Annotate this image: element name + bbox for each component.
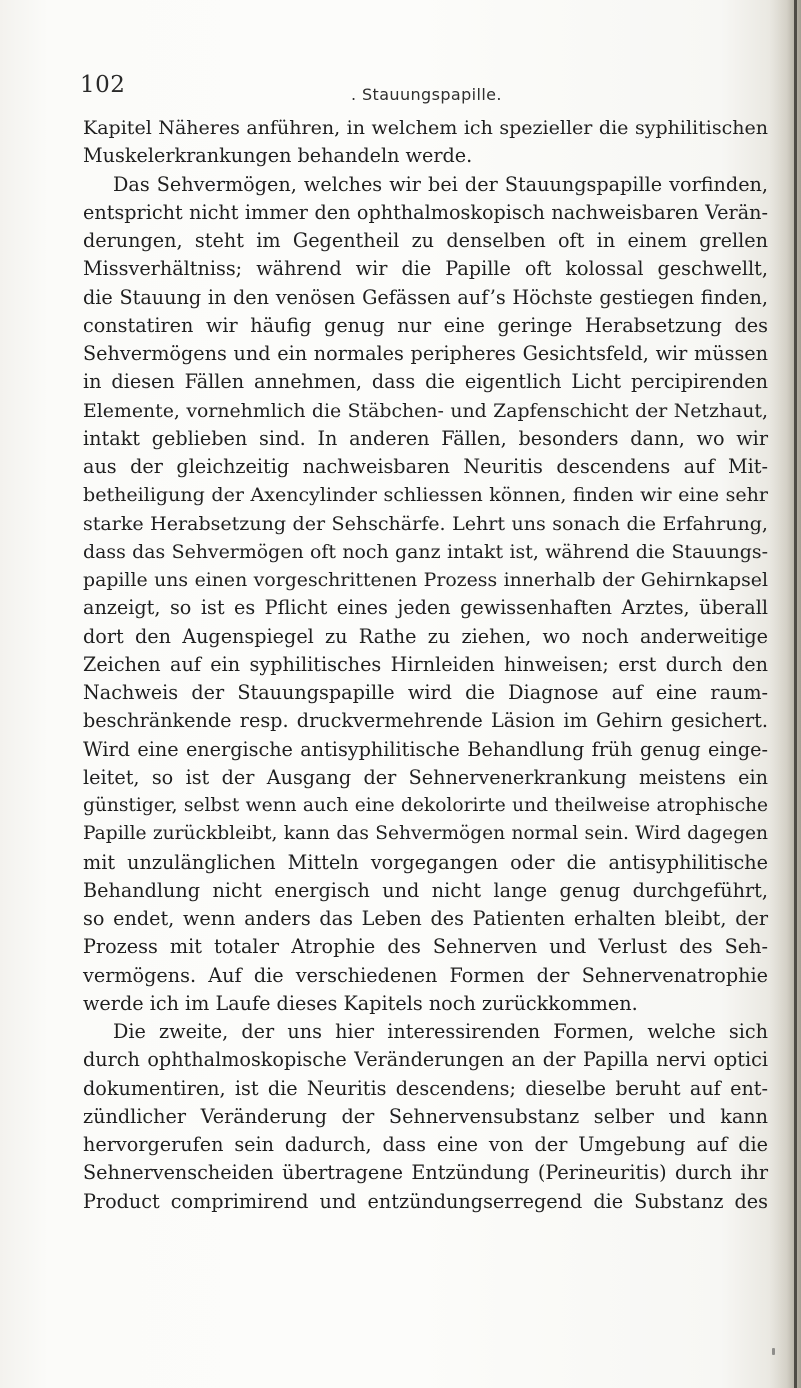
text-line: constatiren wir häufig genug nur eine geringe Herabsetzung des xyxy=(83,313,768,337)
text-line: Nachweis der Stauungspapille wird die Diagnose auf eine raum- xyxy=(83,681,768,704)
text-line: anzeigt, so ist es Pflicht eines jeden gewissenhaften Arztes, überall xyxy=(83,596,768,620)
text-line: entspricht nicht immer den ophthalmoskopisch nachweisbaren Verän- xyxy=(83,200,768,224)
text-line: in diesen Fällen annehmen, dass die eigentlich Licht percipirenden xyxy=(83,370,768,394)
text-line: Die zweite, der uns hier interessirenden Formen, welche sich xyxy=(113,1020,768,1043)
text-line: derungen, steht im Gegentheil zu denselben oft in einem grellen xyxy=(83,229,768,252)
text-line: die Stauung in den venösen Gefässen auf’s Höchste gestiegen finden, xyxy=(83,285,768,309)
text-line: intakt geblieben sind. In anderen Fällen, besonders dann, wo wir xyxy=(83,426,768,450)
text-line: Prozess mit totaler Atrophie des Sehnerven und Verlust des Seh- xyxy=(83,935,768,959)
text-line: Sehnervenscheiden übertragene Entzündung (Perineuritis) durch ihr xyxy=(83,1161,768,1185)
text-line: werde ich im Laufe dieses Kapitels noch zurückkommen. xyxy=(83,991,638,1015)
text-line: Elemente, vornehmlich die Stäbchen- und Zapfenschicht der Netzhaut, xyxy=(83,399,768,422)
text-line: zündlicher Veränderung der Sehnervensubstanz selber und kann xyxy=(83,1104,768,1128)
text-line: Sehvermögens und ein normales peripheres Gesichtsfeld, wir müssen xyxy=(83,342,768,365)
text-line: betheiligung der Axencylinder schliessen können, finden wir eine sehr xyxy=(83,484,768,507)
page-number: 102 xyxy=(80,72,126,98)
text-line: hervorgerufen sein dadurch, dass eine von der Umgebung auf die xyxy=(83,1133,768,1156)
text-line: leitet, so ist der Ausgang der Sehnervenerkrankung meistens ein xyxy=(83,765,768,789)
text-line: Missverhältniss; während wir die Papille oft kolossal geschwellt, xyxy=(83,257,768,281)
text-line: Behandlung nicht energisch und nicht lange genug durchgeführt, xyxy=(83,878,768,902)
print-speck xyxy=(772,1348,775,1355)
text-line: durch ophthalmoskopische Veränderungen an der Papilla nervi optici xyxy=(83,1048,768,1072)
text-line: beschränkende resp. druckvermehrende Läsion im Gehirn gesichert. xyxy=(83,709,768,733)
text-line: Kapitel Näheres anführen, in welchem ich spezieller die syphilitischen xyxy=(83,117,768,139)
text-line: dass das Sehvermögen oft noch ganz intakt ist, während die Stauungs- xyxy=(83,540,768,563)
text-line: Product comprimirend und entzündungserregend die Substanz des xyxy=(83,1189,768,1213)
text-line: Muskelerkrankungen behandeln werde. xyxy=(83,144,473,168)
text-line: papille uns einen vorgeschrittenen Prozess innerhalb der Gehirnkapsel xyxy=(83,569,768,591)
running-head: . Stauungspapille. xyxy=(351,85,502,104)
text-line: so endet, wenn anders das Leben des Patienten erhalten bleibt, der xyxy=(83,907,768,930)
body-text xyxy=(83,114,768,1216)
text-line: Zeichen auf ein syphilitisches Hirnleiden hinweisen; erst durch den xyxy=(83,652,768,676)
text-line: mit unzulänglichen Mitteln vorgegangen oder die antisyphilitische xyxy=(83,850,768,874)
page-edge-line xyxy=(794,0,797,1388)
text-line: dokumentiren, ist die Neuritis descendens; dieselbe beruht auf ent- xyxy=(83,1076,768,1100)
text-line: starke Herabsetzung der Sehschärfe. Lehrt uns sonach die Erfahrung, xyxy=(83,512,768,535)
text-line: Papille zurückbleibt, kann das Sehvermögen normal sein. Wird dagegen xyxy=(83,823,768,845)
text-line: dort den Augenspiegel zu Rathe zu ziehen, wo noch anderweitige xyxy=(83,624,768,648)
text-line: Das Sehvermögen, welches wir bei der Stauungspapille vorfinden, xyxy=(113,172,768,196)
text-line: günstiger, selbst wenn auch eine dekolorirte und theilweise atrophische xyxy=(83,795,768,816)
text-line: aus der gleichzeitig nachweisbaren Neuritis descendens auf Mit- xyxy=(83,455,768,478)
text-line: Wird eine energische antisyphilitische Behandlung früh genug einge- xyxy=(83,737,768,761)
text-line: vermögens. Auf die verschiedenen Formen der Sehnervenatrophie xyxy=(83,963,768,987)
